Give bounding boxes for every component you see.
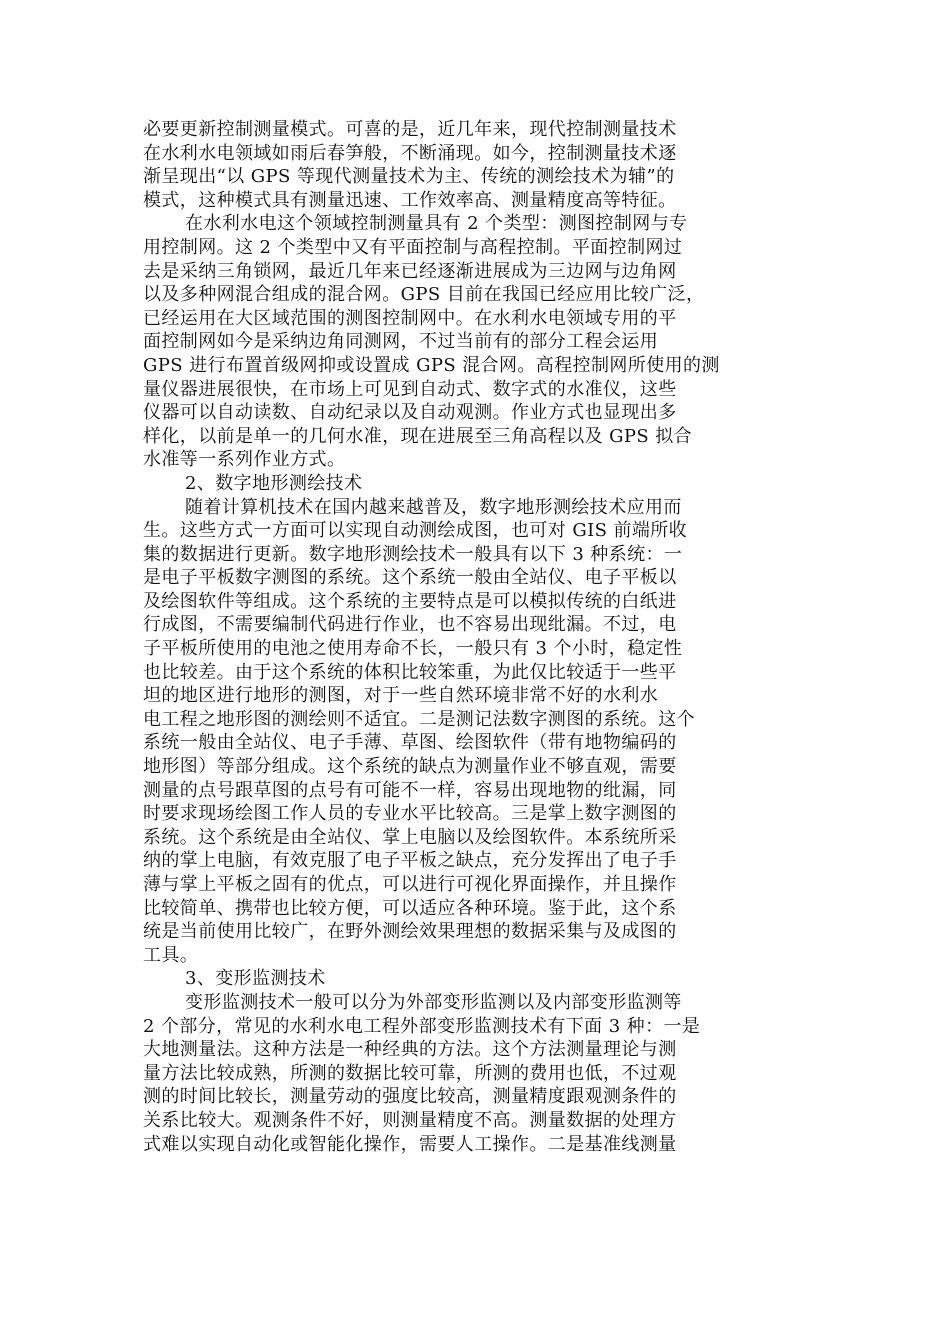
text-line: 以及多种网混合组成的混合网。GPS 目前在我国已经应用比较广泛，	[143, 284, 705, 306]
text-line: 统是当前使用比较广，在野外测绘效果理想的数据采集与及成图的	[143, 921, 677, 943]
text-line: 去是采纳三角锁网，最近几年来已经逐渐进展成为三边网与边角网	[143, 260, 677, 282]
text-line: 测的时间比较长，测量劳动的强度比较高，测量精度跟观测条件的	[143, 1086, 677, 1108]
text-line: 测量的点号跟草图的点号有可能不一样，容易出现地物的纰漏，同	[143, 779, 677, 801]
text-line: 量方法比较成熟，所测的数据比较可靠，所测的费用也低，不过观	[143, 1062, 677, 1084]
text-line: 在水利水电这个领域控制测量具有 2 个类型：测图控制网与专	[185, 213, 688, 235]
text-line: 样化，以前是单一的几何水准，现在进展至三角高程以及 GPS 拟合	[143, 425, 693, 447]
text-line: 也比较差。由于这个系统的体积比较笨重，为此仅比较适于一些平	[143, 661, 677, 683]
text-line: 大地测量法。这种方法是一种经典的方法。这个方法测量理论与测	[143, 1039, 677, 1061]
text-line: 集的数据进行更新。数字地形测绘技术一般具有以下 3 种系统：一	[143, 543, 683, 565]
text-line: 仪器可以自动读数、自动纪录以及自动观测。作业方式也显现出多	[143, 402, 677, 424]
text-line: 比较简单、携带也比较方便，可以适应各种环境。鉴于此，这个系	[143, 897, 677, 919]
text-line: 工具。	[143, 944, 199, 966]
text-line: 生。这些方式一方面可以实现自动测绘成图，也可对 GIS 前端所收	[143, 520, 688, 542]
text-line: 时要求现场绘图工作人员的专业水平比较高。三是掌上数字测图的	[143, 803, 677, 825]
text-line: 随着计算机技术在国内越来越普及，数字地形测绘技术应用而	[185, 496, 682, 518]
text-line: 面控制网如今是采纳边角同测网，不过当前有的部分工程会运用	[143, 331, 659, 353]
text-line: GPS 进行布置首级网抑或设置成 GPS 混合网。高程控制网所使用的测	[143, 354, 720, 376]
text-line: 量仪器进展很快，在市场上可见到自动式、数字式的水准仪，这些	[143, 378, 677, 400]
document-page	[143, 118, 809, 1156]
text-line: 及绘图软件等组成。这个系统的主要特点是可以模拟传统的白纸进	[143, 590, 677, 612]
text-line: 2、数字地形测绘技术	[185, 472, 363, 494]
text-line: 已经运用在大区域范围的测图控制网中。在水利水电领域专用的平	[143, 307, 677, 329]
text-line: 式难以实现自动化或智能化操作，需要人工操作。二是基准线测量	[143, 1133, 677, 1155]
text-line: 纳的掌上电脑，有效克服了电子平板之缺点，充分发挥出了电子手	[143, 850, 677, 872]
text-line: 系统一般由全站仪、电子手薄、草图、绘图软件（带有地物编码的	[143, 732, 677, 754]
text-line: 在水利水电领域如雨后春笋般，不断涌现。如今，控制测量技术逐	[143, 142, 677, 164]
text-line: 关系比较大。观测条件不好，则测量精度不高。测量数据的处理方	[143, 1109, 677, 1131]
text-line: 是电子平板数字测图的系统。这个系统一般由全站仪、电子平板以	[143, 567, 677, 589]
text-line: 系统。这个系统是由全站仪、掌上电脑以及绘图软件。本系统所采	[143, 826, 677, 848]
text-line: 坦的地区进行地形的测图，对于一些自然环境非常不好的水利水	[143, 685, 659, 707]
text-line: 模式，这种模式具有测量迅速、工作效率高、测量精度高等特征。	[143, 189, 677, 211]
text-line: 必要更新控制测量模式。可喜的是，近几年来，现代控制测量技术	[143, 119, 677, 140]
text-line: 用控制网。这 2 个类型中又有平面控制与高程控制。平面控制网过	[143, 236, 683, 258]
text-line: 3、变形监测技术	[185, 968, 326, 990]
text-line: 变形监测技术一般可以分为外部变形监测以及内部变形监测等	[185, 991, 682, 1013]
text-line: 行成图，不需要编制代码进行作业，也不容易出现纰漏。不过，电	[143, 614, 677, 636]
text-line: 地形图）等部分组成。这个系统的缺点为测量作业不够直观，需要	[143, 756, 677, 778]
text-line: 电工程之地形图的测绘则不适宜。二是测记法数字测图的系统。这个	[143, 708, 695, 730]
text-line: 子平板所使用的电池之使用寿命不长，一般只有 3 个小时，稳定性	[143, 638, 683, 660]
text-line: 水准等一系列作业方式。	[143, 449, 346, 471]
text-line: 薄与掌上平板之固有的优点，可以进行可视化界面操作，并且操作	[143, 874, 677, 895]
text-line: 渐呈现出“以 GPS 等现代测量技术为主、传统的测绘技术为辅”的	[143, 166, 675, 188]
text-line: 2 个部分，常见的水利水电工程外部变形监测技术有下面 3 种：一是	[143, 1015, 701, 1037]
